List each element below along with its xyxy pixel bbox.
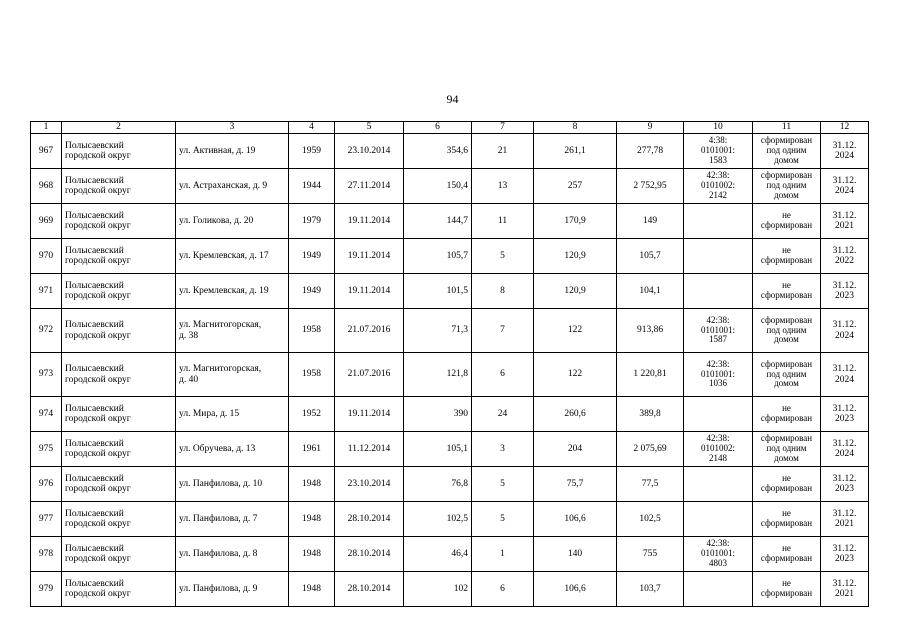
row-number-cell: 972 <box>31 309 62 353</box>
value-cell: 261,1 <box>534 134 617 169</box>
table-row <box>31 467 869 502</box>
year-cell: 1958 <box>289 309 335 353</box>
row-number-cell: 968 <box>31 169 62 204</box>
area-cell: 76,8 <box>404 467 472 502</box>
status-cell: не сформирован <box>753 537 821 572</box>
status-cell: не сформирован <box>753 274 821 309</box>
value-cell: 106,6 <box>534 572 617 607</box>
address-cell: ул. Кремлевская, д. 17 <box>176 239 289 274</box>
housing-registry-table <box>30 121 869 607</box>
cadastral-number-cell <box>684 274 753 309</box>
deadline-cell: 31.12. 2022 <box>821 239 869 274</box>
district-cell: Полысаевский городской округ <box>62 537 176 572</box>
cadastral-number-cell <box>684 502 753 537</box>
deadline-cell: 31.12. 2024 <box>821 169 869 204</box>
area-cell: 105,7 <box>404 239 472 274</box>
row-number-cell: 978 <box>31 537 62 572</box>
status-cell: не сформирован <box>753 502 821 537</box>
value-cell: 755 <box>617 537 684 572</box>
value-cell: 77,5 <box>617 467 684 502</box>
date-cell: 11.12.2014 <box>335 432 404 467</box>
year-cell: 1948 <box>289 502 335 537</box>
year-cell: 1948 <box>289 467 335 502</box>
count-cell: 3 <box>472 432 534 467</box>
row-number-cell: 971 <box>31 274 62 309</box>
table-body <box>31 122 869 607</box>
deadline-cell: 31.12. 2023 <box>821 467 869 502</box>
area-cell: 121,8 <box>404 353 472 397</box>
date-cell: 19.11.2014 <box>335 239 404 274</box>
value-cell: 102,5 <box>617 502 684 537</box>
address-cell: ул. Панфилова, д. 8 <box>176 537 289 572</box>
district-cell: Полысаевский городской округ <box>62 134 176 169</box>
deadline-cell: 31.12. 2023 <box>821 537 869 572</box>
cadastral-number-cell: 42:38: 0101001: 1587 <box>684 309 753 353</box>
value-cell: 122 <box>534 353 617 397</box>
status-cell: не сформирован <box>753 572 821 607</box>
table-row <box>31 274 869 309</box>
date-cell: 28.10.2014 <box>335 502 404 537</box>
table-row <box>31 309 869 353</box>
status-cell: не сформирован <box>753 467 821 502</box>
address-cell: ул. Голикова, д. 20 <box>176 204 289 239</box>
row-number-cell: 974 <box>31 397 62 432</box>
table-row <box>31 397 869 432</box>
deadline-cell: 31.12. 2024 <box>821 432 869 467</box>
status-cell: сформирован под одним домом <box>753 309 821 353</box>
column-number-cell: 4 <box>289 122 335 134</box>
value-cell: 2 752,95 <box>617 169 684 204</box>
value-cell: 389,8 <box>617 397 684 432</box>
column-number-cell: 9 <box>617 122 684 134</box>
value-cell: 120,9 <box>534 274 617 309</box>
count-cell: 5 <box>472 239 534 274</box>
area-cell: 150,4 <box>404 169 472 204</box>
cadastral-number-cell <box>684 397 753 432</box>
row-number-cell: 969 <box>31 204 62 239</box>
cadastral-number-cell: 42:38: 0101001: 4803 <box>684 537 753 572</box>
column-number-cell: 1 <box>31 122 62 134</box>
count-cell: 5 <box>472 467 534 502</box>
cadastral-number-cell: 42:38: 0101001: 1036 <box>684 353 753 397</box>
table-row <box>31 432 869 467</box>
district-cell: Полысаевский городской округ <box>62 309 176 353</box>
year-cell: 1949 <box>289 239 335 274</box>
address-cell: ул. Активная, д. 19 <box>176 134 289 169</box>
year-cell: 1948 <box>289 537 335 572</box>
status-cell: не сформирован <box>753 239 821 274</box>
district-cell: Полысаевский городской округ <box>62 169 176 204</box>
date-cell: 23.10.2014 <box>335 134 404 169</box>
count-cell: 8 <box>472 274 534 309</box>
count-cell: 5 <box>472 502 534 537</box>
page-number: 94 <box>446 92 459 106</box>
table-row <box>31 204 869 239</box>
count-cell: 7 <box>472 309 534 353</box>
cadastral-number-cell <box>684 467 753 502</box>
address-cell: ул. Панфилова, д. 10 <box>176 467 289 502</box>
district-cell: Полысаевский городской округ <box>62 274 176 309</box>
value-cell: 257 <box>534 169 617 204</box>
column-number-cell: 8 <box>534 122 617 134</box>
count-cell: 6 <box>472 353 534 397</box>
status-cell: сформирован под одним домом <box>753 169 821 204</box>
cadastral-number-cell: 4:38: 0101001: 1583 <box>684 134 753 169</box>
table-row <box>31 502 869 537</box>
row-number-cell: 973 <box>31 353 62 397</box>
date-cell: 28.10.2014 <box>335 537 404 572</box>
cadastral-number-cell: 42:38: 0101002: 2142 <box>684 169 753 204</box>
value-cell: 104,1 <box>617 274 684 309</box>
district-cell: Полысаевский городской округ <box>62 467 176 502</box>
value-cell: 103,7 <box>617 572 684 607</box>
value-cell: 105,7 <box>617 239 684 274</box>
deadline-cell: 31.12. 2024 <box>821 309 869 353</box>
deadline-cell: 31.12. 2023 <box>821 397 869 432</box>
address-cell: ул. Астраханская, д. 9 <box>176 169 289 204</box>
address-cell: ул. Мира, д. 15 <box>176 397 289 432</box>
column-number-cell: 12 <box>821 122 869 134</box>
year-cell: 1959 <box>289 134 335 169</box>
count-cell: 6 <box>472 572 534 607</box>
column-number-cell: 5 <box>335 122 404 134</box>
address-cell: ул. Магнитогорская, д. 38 <box>176 309 289 353</box>
count-cell: 24 <box>472 397 534 432</box>
table-row <box>31 169 869 204</box>
status-cell: сформирован под одним домом <box>753 432 821 467</box>
value-cell: 149 <box>617 204 684 239</box>
column-number-cell: 6 <box>404 122 472 134</box>
date-cell: 28.10.2014 <box>335 572 404 607</box>
area-cell: 144,7 <box>404 204 472 239</box>
status-cell: сформирован под одним домом <box>753 353 821 397</box>
column-number-cell: 3 <box>176 122 289 134</box>
row-number-cell: 976 <box>31 467 62 502</box>
address-cell: ул. Магнитогорская, д. 40 <box>176 353 289 397</box>
value-cell: 2 075,69 <box>617 432 684 467</box>
value-cell: 170,9 <box>534 204 617 239</box>
deadline-cell: 31.12. 2023 <box>821 274 869 309</box>
column-number-cell: 10 <box>684 122 753 134</box>
cadastral-number-cell <box>684 239 753 274</box>
year-cell: 1961 <box>289 432 335 467</box>
district-cell: Полысаевский городской округ <box>62 572 176 607</box>
year-cell: 1944 <box>289 169 335 204</box>
area-cell: 46,4 <box>404 537 472 572</box>
row-number-cell: 967 <box>31 134 62 169</box>
deadline-cell: 31.12. 2021 <box>821 204 869 239</box>
table-row <box>31 353 869 397</box>
area-cell: 354,6 <box>404 134 472 169</box>
deadline-cell: 31.12. 2021 <box>821 502 869 537</box>
table-row <box>31 134 869 169</box>
value-cell: 120,9 <box>534 239 617 274</box>
area-cell: 390 <box>404 397 472 432</box>
row-number-cell: 977 <box>31 502 62 537</box>
area-cell: 102 <box>404 572 472 607</box>
value-cell: 75,7 <box>534 467 617 502</box>
area-cell: 71,3 <box>404 309 472 353</box>
date-cell: 19.11.2014 <box>335 204 404 239</box>
column-number-cell: 7 <box>472 122 534 134</box>
column-number-cell: 11 <box>753 122 821 134</box>
count-cell: 11 <box>472 204 534 239</box>
value-cell: 140 <box>534 537 617 572</box>
value-cell: 1 220,81 <box>617 353 684 397</box>
count-cell: 21 <box>472 134 534 169</box>
deadline-cell: 31.12. 2024 <box>821 353 869 397</box>
year-cell: 1949 <box>289 274 335 309</box>
year-cell: 1952 <box>289 397 335 432</box>
date-cell: 19.11.2014 <box>335 274 404 309</box>
year-cell: 1948 <box>289 572 335 607</box>
row-number-cell: 975 <box>31 432 62 467</box>
cadastral-number-cell: 42:38: 0101002: 2148 <box>684 432 753 467</box>
year-cell: 1979 <box>289 204 335 239</box>
date-cell: 27.11.2014 <box>335 169 404 204</box>
address-cell: ул. Кремлевская, д. 19 <box>176 274 289 309</box>
date-cell: 19.11.2014 <box>335 397 404 432</box>
column-number-cell: 2 <box>62 122 176 134</box>
count-cell: 13 <box>472 169 534 204</box>
cadastral-number-cell <box>684 204 753 239</box>
value-cell: 913,86 <box>617 309 684 353</box>
district-cell: Полысаевский городской округ <box>62 397 176 432</box>
value-cell: 122 <box>534 309 617 353</box>
row-number-cell: 979 <box>31 572 62 607</box>
date-cell: 21.07.2016 <box>335 353 404 397</box>
district-cell: Полысаевский городской округ <box>62 204 176 239</box>
count-cell: 1 <box>472 537 534 572</box>
district-cell: Полысаевский городской округ <box>62 239 176 274</box>
value-cell: 204 <box>534 432 617 467</box>
date-cell: 23.10.2014 <box>335 467 404 502</box>
status-cell: сформирован под одним домом <box>753 134 821 169</box>
value-cell: 260,6 <box>534 397 617 432</box>
table-row <box>31 239 869 274</box>
address-cell: ул. Обручева, д. 13 <box>176 432 289 467</box>
value-cell: 277,78 <box>617 134 684 169</box>
status-cell: не сформирован <box>753 204 821 239</box>
table-row <box>31 572 869 607</box>
table-row <box>31 537 869 572</box>
area-cell: 105,1 <box>404 432 472 467</box>
district-cell: Полысаевский городской округ <box>62 502 176 537</box>
deadline-cell: 31.12. 2021 <box>821 572 869 607</box>
value-cell: 106,6 <box>534 502 617 537</box>
deadline-cell: 31.12. 2024 <box>821 134 869 169</box>
cadastral-number-cell <box>684 572 753 607</box>
address-cell: ул. Панфилова, д. 7 <box>176 502 289 537</box>
area-cell: 102,5 <box>404 502 472 537</box>
date-cell: 21.07.2016 <box>335 309 404 353</box>
status-cell: не сформирован <box>753 397 821 432</box>
column-number-row <box>31 122 869 134</box>
year-cell: 1958 <box>289 353 335 397</box>
district-cell: Полысаевский городской округ <box>62 432 176 467</box>
area-cell: 101,5 <box>404 274 472 309</box>
address-cell: ул. Панфилова, д. 9 <box>176 572 289 607</box>
row-number-cell: 970 <box>31 239 62 274</box>
district-cell: Полысаевский городской округ <box>62 353 176 397</box>
